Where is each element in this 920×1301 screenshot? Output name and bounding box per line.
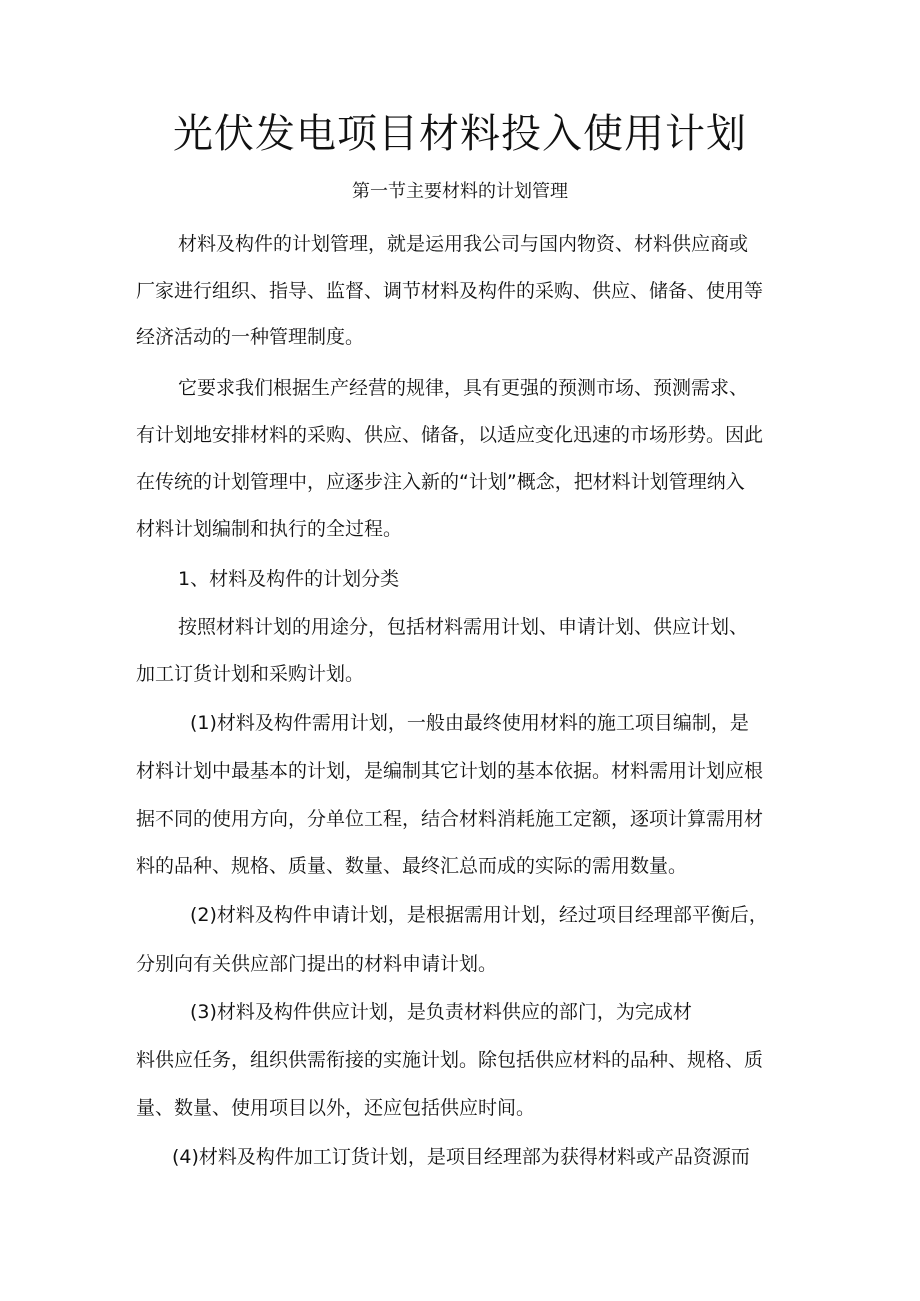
body-line-9: 按照材料计划的用途分，包括材料需用计划、申请计划、供应计划、	[178, 616, 749, 638]
body-line-19: 量、数量、使用项目以外，还应包括供应时间。	[136, 1097, 536, 1119]
body-line-1: 材料及构件的计划管理，就是运用我公司与国内物资、材料供应商或	[178, 233, 749, 255]
body-line-17: (3)材料及构件供应计划，是负责材料供应的部门，为完成材	[190, 1001, 692, 1023]
body-line-3: 经济活动的一种管理制度。	[136, 326, 365, 348]
body-line-7: 材料计划编制和执行的全过程。	[136, 518, 403, 540]
body-line-4: 它要求我们根据生产经营的规律，具有更强的预测市场、预测需求、	[178, 377, 749, 399]
body-line-6: 在传统的计划管理中，应逐步注入新的“计划”概念，把材料计划管理纳入	[136, 471, 745, 493]
body-line-2: 厂家进行组织、指导、监督、调节材料及构件的采购、供应、储备、使用等	[136, 280, 764, 302]
body-line-11: (1)材料及构件需用计划，一般由最终使用材料的施工项目编制，是	[190, 712, 749, 734]
body-line-10: 加工订货计划和采购计划。	[136, 663, 365, 685]
document-title: 光伏发电项目材料投入使用计划	[173, 111, 747, 157]
body-line-16: 分别向有关供应部门提出的材料申请计划。	[136, 953, 498, 975]
body-line-5: 有计划地安排材料的采购、供应、储备，以适应变化迅速的市场形势。因此	[136, 424, 764, 446]
body-line-15: (2)材料及构件申请计划，是根据需用计划，经过项目经理部平衡后，	[190, 904, 768, 926]
body-line-20: (4)材料及构件加工订货计划，是项目经理部为获得材料或产品资源而	[172, 1146, 750, 1168]
body-line-12: 材料计划中最基本的计划，是编制其它计划的基本依据。材料需用计划应根	[136, 760, 764, 782]
subsection-heading-1: 1、材料及构件的计划分类	[178, 568, 400, 590]
body-line-13: 据不同的使用方向，分单位工程，结合材料消耗施工定额，逐项计算需用材	[136, 808, 764, 830]
body-line-14: 料的品种、规格、质量、数量、最终汇总而成的实际的需用数量。	[136, 855, 688, 877]
section-heading: 第一节主要材料的计划管理	[352, 181, 568, 202]
body-line-18: 料供应任务，组织供需衔接的实施计划。除包括供应材料的品种、规格、质	[136, 1049, 764, 1071]
